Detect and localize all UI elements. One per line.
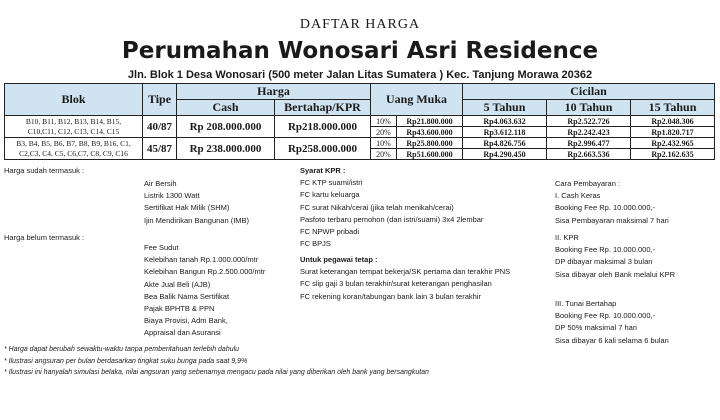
blok-line: B3, B4, B5, B6, B7, B8, B9, B16, C1, [16, 138, 131, 148]
footnote: * Harga dapat berubah sewaktu-waktu tanpa pemberitahuan terlebih dahulu [4, 346, 240, 353]
blok-cell [5, 138, 143, 160]
blok-line: C2,C3, C4, C5, C6,C7, C8, C9, C16 [19, 148, 128, 158]
list-item: DP 50% maksimal 7 hari [555, 323, 637, 333]
installment-10y-cell: Rp2.242.423 [547, 127, 631, 138]
installment-15y-cell: Rp1.820.717 [631, 127, 715, 138]
header-harga: Harga [177, 84, 371, 100]
list-item: FC kartu keluarga [300, 190, 360, 200]
list-item: Surat keterangan tempat bekerja/SK pertama dan terakhir PNS [300, 267, 511, 277]
header-cicilan: Cicilan [463, 84, 715, 100]
list-item: Kelebihan Bangun Rp.2.500.000/mtr [144, 267, 266, 277]
excluded-label-col [4, 232, 84, 244]
table-row [5, 138, 715, 149]
payment-kpr [555, 232, 675, 281]
list-item: Fee Sudut [144, 243, 179, 252]
dp-percent-cell: 20% [371, 127, 397, 138]
footnote: * Ilustrasi angsuran per bulan berdasarkan tingkat suku bunga pada saat 9,9% [4, 357, 248, 365]
footnote: * Ilustrasi ini hanyalah simulasi belaka, nilai angsuran yang sebenarnya mengacu pada nilai yang diberikan oleh bank yang bersangkutan [4, 369, 429, 376]
table-header-row [5, 84, 715, 100]
payment-cash [555, 178, 669, 227]
kpr-requirements [300, 165, 483, 250]
tunai-label: III. Tunai Bertahap [555, 299, 617, 308]
header-5-tahun: 5 Tahun [463, 100, 547, 116]
blok-line: C10,C11, C12, C13, C14, C15 [27, 126, 120, 136]
blok-cell [5, 116, 143, 138]
header-10-tahun: 10 Tahun [547, 100, 631, 116]
tipe-cell: 45/87 [143, 138, 177, 160]
header-15-tahun: 15 Tahun [631, 100, 715, 116]
list-item: Booking Fee Rp. 10.000.000,- [555, 203, 656, 213]
dp-amount-cell: Rp51.600.000 [397, 149, 463, 160]
payment-tunai [555, 298, 669, 347]
list-item: Pasfoto terbaru pemohon (dan istri/suami) 3x4 2lembar [300, 214, 484, 224]
list-item: Ijin Mendirikan Bangunan (IMB) [144, 215, 250, 225]
installment-5y-cell: Rp3.612.118 [463, 127, 547, 138]
installment-15y-cell: Rp2.048.306 [631, 116, 715, 127]
list-item: FC slip gaji 3 bulan terakhir/surat keterangan penghasilan [300, 279, 492, 289]
dp-percent-cell: 10% [371, 138, 397, 149]
list-item: Kelebihan tanah Rp.1.000.000/mtr [144, 255, 259, 265]
installment-10y-cell: Rp2.996.477 [547, 138, 631, 149]
dp-amount-cell: Rp21.800.000 [397, 116, 463, 127]
cash-price-cell: Rp 208.000.000 [177, 116, 275, 138]
header-bertahap: Bertahap/KPR [275, 100, 371, 116]
cash-label: I. Cash Keras [555, 191, 601, 201]
list-item: Booking Fee Rp. 10.000.000,- [555, 311, 656, 321]
list-item: Sertifikat Hak Milik (SHM) [144, 203, 230, 213]
table-row [5, 116, 715, 127]
list-item: FC rekening koran/tabungan bank lain 3 bulan terakhir [300, 291, 481, 301]
list-item: Akte Jual Beli (AJB) [144, 279, 211, 289]
list-item: FC NPWP pribadi [300, 227, 360, 237]
excluded-list [144, 242, 265, 340]
installment-15y-cell: Rp2.432.965 [631, 138, 715, 149]
included-label: Harga sudah termasuk : [4, 166, 85, 175]
list-item: FC surat Nikah/cerai (jika telah menikah/cerai) [300, 202, 454, 212]
installment-10y-cell: Rp2.522.726 [547, 116, 631, 127]
page-title: Perumahan Wonosari Asri Residence [121, 38, 599, 64]
document-label: DAFTAR HARGA [299, 17, 421, 32]
kpr-price-cell: Rp258.000.000 [275, 138, 371, 160]
included-label-col [4, 165, 84, 177]
list-item: DP dibayar maksimal 3 bulan [555, 257, 653, 267]
installment-5y-cell: Rp4.826.756 [463, 138, 547, 149]
installment-15y-cell: Rp2.162.635 [631, 149, 715, 160]
employee-label: Untuk pegawai tetap : [300, 255, 378, 264]
list-item: Pajak BPHTB & PPN [144, 304, 215, 314]
dp-percent-cell: 20% [371, 149, 397, 160]
excluded-label: Harga belum termasuk : [4, 233, 85, 242]
dp-amount-cell: Rp43.600.000 [397, 127, 463, 138]
footnotes [4, 344, 429, 379]
payment-label: Cara Pembayaran : [555, 179, 621, 188]
list-item: Listrik 1300 Watt [144, 191, 200, 201]
header-blok: Blok [5, 84, 143, 116]
list-item: FC BPJS [300, 239, 331, 249]
kpr-price-cell: Rp218.000.000 [275, 116, 371, 138]
address: Jln. Blok 1 Desa Wonosari (500 meter Jalan Litas Sumatera ) Kec. Tanjung Morawa 20362 [127, 69, 593, 81]
dp-percent-cell: 10% [371, 116, 397, 127]
installment-10y-cell: Rp2.663.536 [547, 149, 631, 160]
list-item: Air Bersih [144, 179, 177, 188]
list-item: Booking Fee Rp. 10.000.000,- [555, 245, 656, 255]
header-cash: Cash [177, 100, 275, 116]
tipe-cell: 40/87 [143, 116, 177, 138]
list-item: Sisa dibayar 6 kali selama 6 bulan [555, 335, 669, 345]
included-list [144, 178, 249, 227]
list-item: Bea Balik Nama Sertifikat [144, 291, 230, 301]
cash-price-cell: Rp 238.000.000 [177, 138, 275, 160]
kpr-payment-label: II. KPR [555, 233, 579, 242]
list-item: Sisa dibayar oleh Bank melalui KPR [555, 269, 676, 279]
header-uang-muka: Uang Muka [371, 84, 463, 116]
kpr-label: Syarat KPR : [300, 166, 346, 175]
blok-line: B10, B11, B12, B13, B14, B15, [25, 116, 122, 126]
list-item: Sisa Pembayaran maksimal 7 hari [555, 215, 669, 225]
dp-amount-cell: Rp25.800.000 [397, 138, 463, 149]
installment-5y-cell: Rp4.063.632 [463, 116, 547, 127]
price-table [4, 83, 715, 160]
list-item: FC KTP suami/istri [300, 178, 363, 188]
header-tipe: Tipe [143, 84, 177, 116]
employee-requirements [300, 254, 510, 303]
list-item: Appraisal dan Asuransi [144, 328, 221, 338]
installment-5y-cell: Rp4.290.450 [463, 149, 547, 160]
list-item: Biaya Provisi, Adm Bank, [144, 316, 228, 326]
